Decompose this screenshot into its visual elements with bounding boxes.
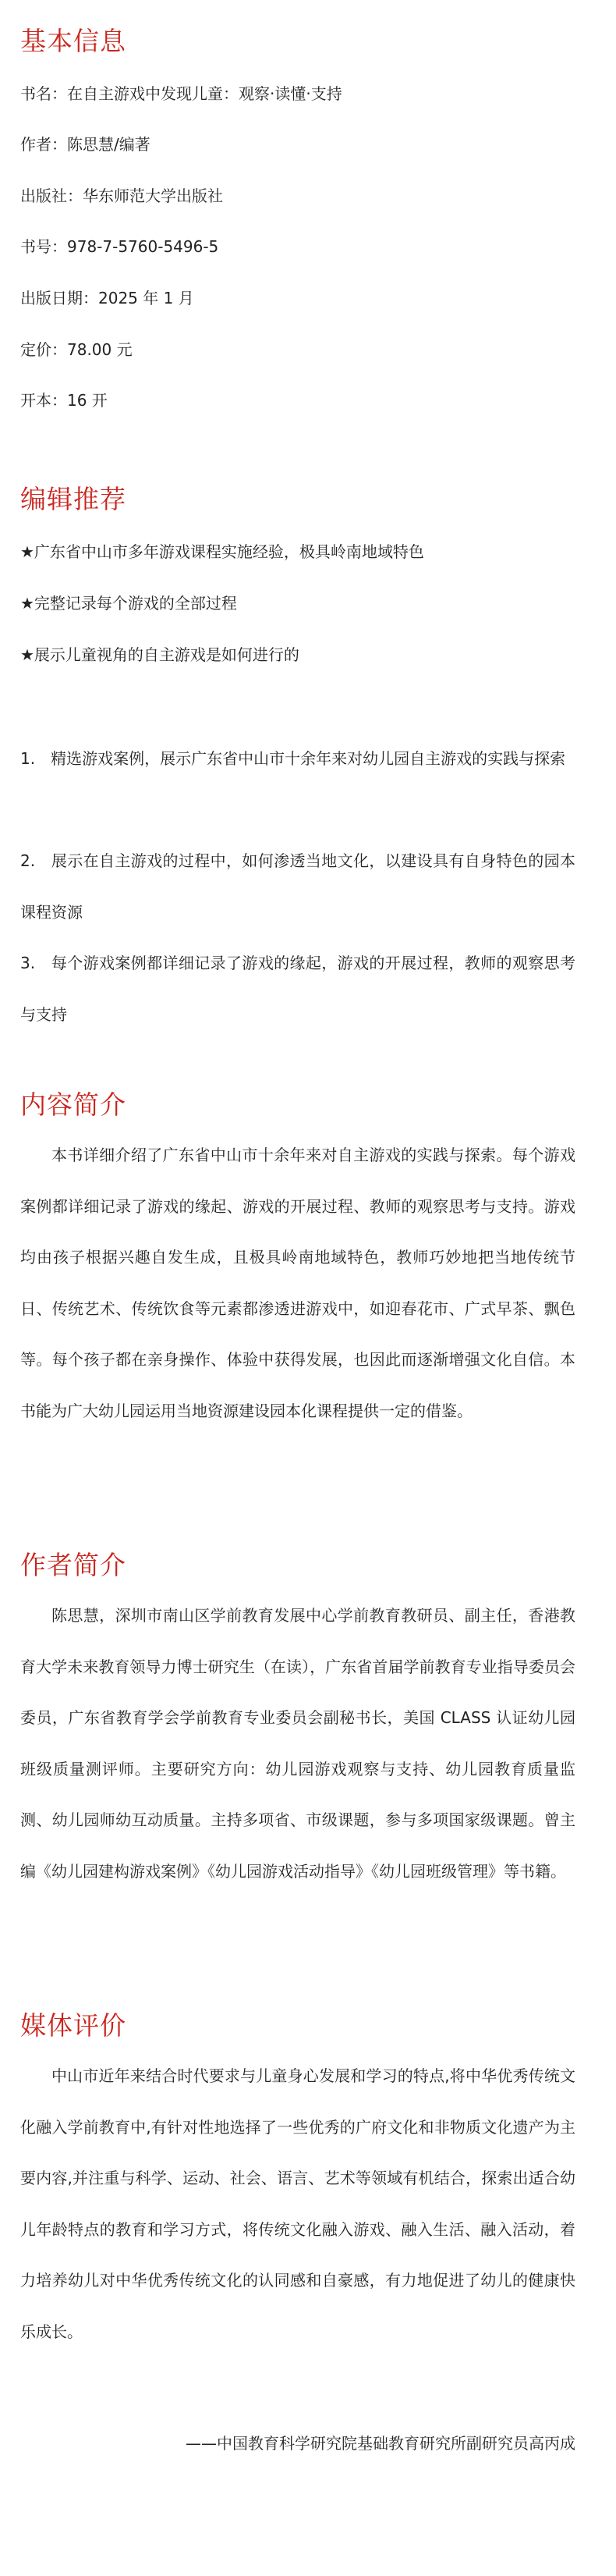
media-review-section: [20, 2010, 597, 2453]
author-intro-text: 陈思慧，深圳市南山区学前教育发展中心学前教育教研员、副主任，香港教育大学未来教育领导力博士研究生（在读），广东省首届学前教育专业指导委员会委员，广东省教育学会学前教育专业委员会副秘书长，美国 CLASS 认证幼儿园班级质量测评师。主要研究方向：幼儿园游戏观察与支持、幼儿园教育质量监测、幼儿园师幼互动质量。主持多项省、市级课题，参与多项国家级课题。曾主编《幼儿园建构游戏案例》《幼儿园游戏活动指导》《幼儿园班级管理》等书籍。: [20, 1606, 575, 1881]
recommend-numbered-item: 3. 每个游戏案例都详细记录了游戏的缘起，游戏的开展过程，教师的观察思考与支持: [20, 954, 575, 1024]
basic-info-heading: 基本信息: [20, 26, 126, 56]
recommend-numbered-item: 2. 展示在自主游戏的过程中，如何渗透当地文化，以建设具有自身特色的园本课程资源: [20, 851, 575, 922]
media-review-heading: 媒体评价: [20, 2010, 126, 2041]
book-author: 作者：陈思慧/编著: [20, 135, 150, 154]
content-intro-heading: 内容简介: [20, 1089, 126, 1120]
book-price: 定价：78.00 元: [20, 340, 133, 359]
recommend-star-item: ★广东省中山市多年游戏课程实施经验，极具岭南地域特色: [20, 542, 424, 561]
book-name: 书名：在自主游戏中发现儿童：观察·读懂·支持: [20, 84, 342, 103]
content-intro-text: 本书详细介绍了广东省中山市十余年来对自主游戏的实践与探索。每个游戏案例都详细记录了游戏的缘起、游戏的开展过程、教师的观察思考与支持。游戏均由孩子根据兴趣自发生成，且极具岭南地域特色，教师巧妙地把当地传统节日、传统艺术、传统饮食等元素都渗透进游戏中，如迎春花市、广式早茶、飘色等。每个孩子都在亲身操作、体验中获得发展，也因此而逐渐增强文化自信。本书能为广大幼儿园运用当地资源建设园本化课程提供一定的借鉴。: [20, 1146, 575, 1420]
content-intro-section: [20, 1089, 597, 1420]
recommend-star-item: ★完整记录每个游戏的全部过程: [20, 594, 237, 613]
book-isbn: 书号：978-7-5760-5496-5: [20, 237, 219, 256]
book-publisher: 出版社：华东师范大学出版社: [20, 187, 223, 205]
editor-recommend-heading: 编辑推荐: [20, 484, 126, 514]
book-format: 开本：16 开: [20, 391, 108, 410]
basic-info-section: [20, 26, 597, 410]
editor-recommend-section: [20, 484, 597, 1024]
author-intro-section: [20, 1550, 597, 1881]
book-pub-date: 出版日期：2025 年 1 月: [20, 289, 194, 307]
media-review-source: ——中国教育科学研究院基础教育研究所副研究员高丙成: [186, 2434, 575, 2453]
author-intro-heading: 作者简介: [20, 1550, 126, 1580]
recommend-numbered-item: 1. 精选游戏案例，展示广东省中山市十余年来对幼儿园自主游戏的实践与探索: [20, 749, 566, 768]
media-review-text: 中山市近年来结合时代要求与儿童身心发展和学习的特点,将中华优秀传统文化融入学前教育中,有针对性地选择了一些优秀的广府文化和非物质文化遗产为主要内容,并注重与科学、运动、社会、语言、艺术等领域有机结合，探索出适合幼儿年龄特点的教育和学习方式，将传统文化融入游戏、融入生活、融入活动，着力培养幼儿对中华优秀传统文化的认同感和自豪感，有力地促进了幼儿的健康快乐成长。: [20, 2066, 575, 2341]
recommend-star-item: ★展示儿童视角的自主游戏是如何进行的: [20, 645, 299, 664]
